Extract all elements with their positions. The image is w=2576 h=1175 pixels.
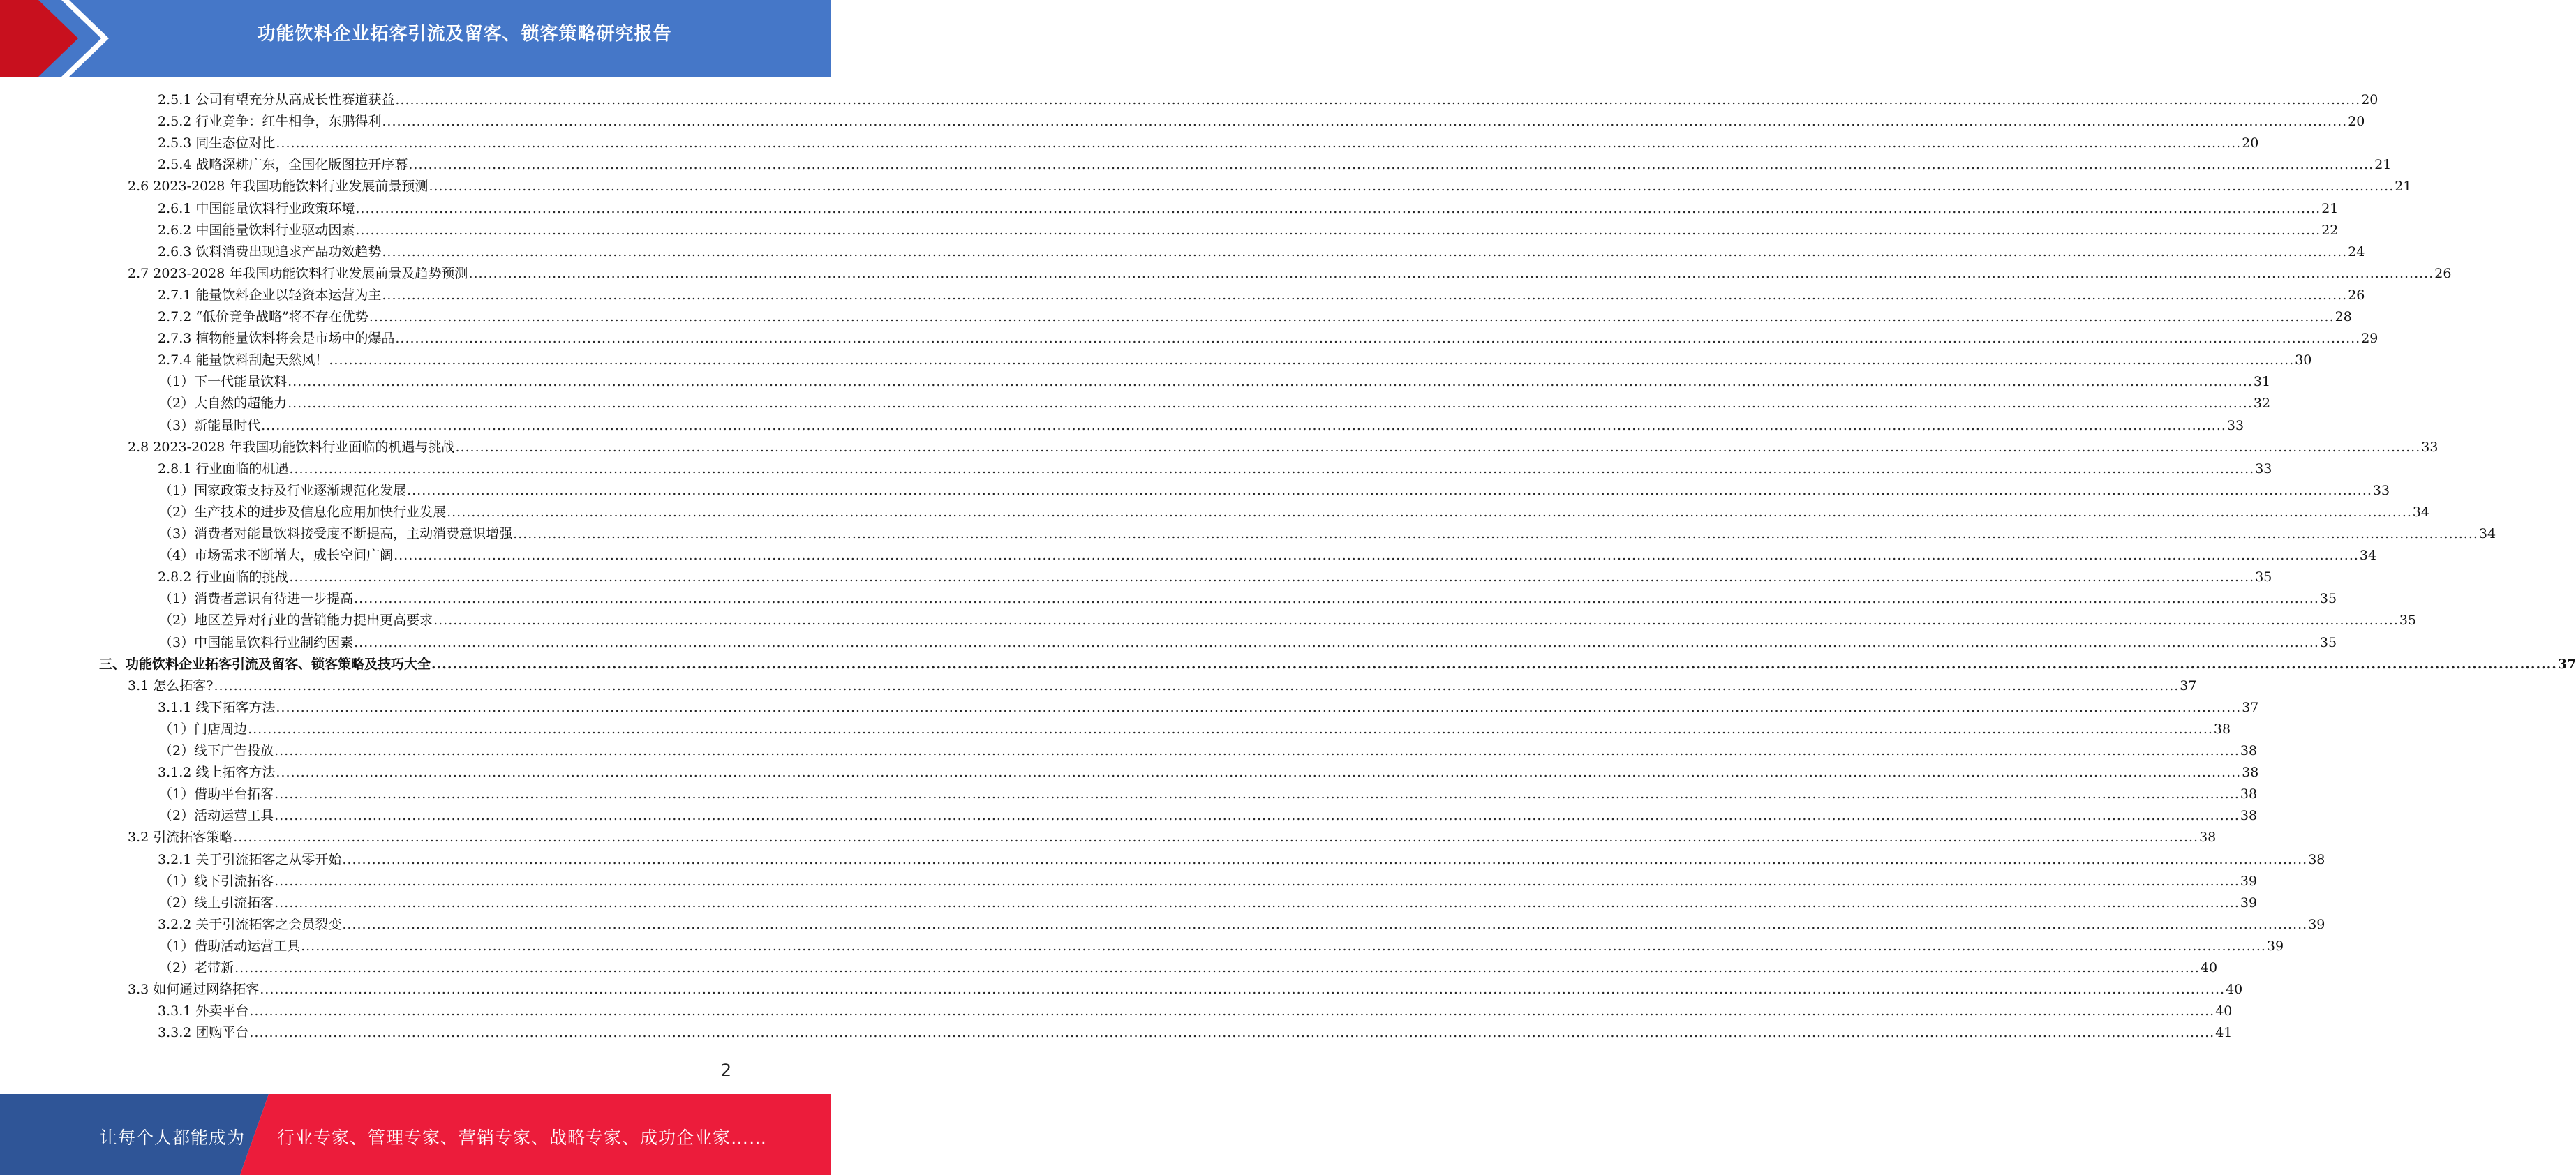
toc-entry[interactable] (0, 588, 2337, 610)
toc-leader-dots: ................................................................................................................................................................................................................................................................................................................................................................................................................ (288, 396, 2253, 412)
toc-entry-page: 38 (2240, 808, 2258, 824)
toc-entry-title: （1）借助平台拓客 (159, 786, 274, 802)
toc-entry-page: 35 (2399, 613, 2417, 629)
toc-leader-dots: ................................................................................................................................................................................................................................................................................................................................................................................................................ (288, 374, 2253, 390)
toc-entry-page: 40 (2226, 982, 2243, 998)
toc-leader-dots: ................................................................................................................................................................................................................................................................................................................................................................................................................ (289, 461, 2255, 477)
toc-leader-dots: ................................................................................................................................................................................................................................................................................................................................................................................................................ (261, 417, 2226, 433)
toc-entry-title: 3.2.2 关于引流拓客之会员裂变 (158, 916, 342, 932)
toc-entry-title: 2.8.2 行业面临的挑战 (158, 569, 289, 585)
toc-entry[interactable] (0, 198, 2339, 220)
toc-entry[interactable] (0, 849, 2325, 871)
toc-leader-dots: ................................................................................................................................................................................................................................................................................................................................................................................................................ (355, 200, 2321, 216)
toc-entry-title: 2.7 2023-2028 年我国功能饮料行业发展前景及趋势预测 (128, 265, 468, 281)
toc-entry-title: （1）线下引流拓客 (159, 873, 274, 889)
toc-entry[interactable] (0, 154, 2392, 176)
toc-entry-page: 20 (2348, 114, 2365, 130)
toc-entry[interactable] (0, 415, 2244, 437)
toc-entry[interactable] (0, 328, 2378, 350)
toc-entry-title: （3）中国能量饮料行业制约因素 (159, 634, 354, 650)
toc-entry-title: （3）新能量时代 (159, 417, 261, 433)
toc-entry-page: 39 (2240, 873, 2258, 889)
toc-entry-page: 34 (2478, 526, 2496, 541)
footer-slogan-left: 让每个人都能成为 (100, 1128, 246, 1148)
toc-entry-title: （2）活动运营工具 (159, 808, 274, 824)
toc-entry-title: 3.3 如何通过网络拓客 (128, 982, 260, 998)
toc-entry-page: 38 (2242, 765, 2259, 781)
toc-entry-page: 24 (2348, 244, 2365, 260)
toc-entry-page: 34 (2412, 504, 2430, 520)
toc-leader-dots: ................................................................................................................................................................................................................................................................................................................................................................................................................ (214, 678, 2180, 694)
toc-entry-title: 2.6 2023-2028 年我国功能饮料行业发展前景预测 (128, 179, 429, 195)
toc-entry-page: 40 (2200, 960, 2218, 975)
toc-entry[interactable] (0, 784, 2258, 805)
toc-entry[interactable] (0, 892, 2258, 914)
toc-leader-dots: ................................................................................................................................................................................................................................................................................................................................................................................................................ (382, 287, 2348, 303)
toc-entry[interactable] (0, 957, 2218, 979)
toc-entry[interactable] (0, 371, 2271, 393)
toc-entry-page: 22 (2321, 222, 2339, 238)
toc-entry-page: 21 (2321, 200, 2339, 216)
toc-leader-dots: ................................................................................................................................................................................................................................................................................................................................................................................................................ (394, 548, 2359, 564)
toc-entry-page: 33 (2226, 417, 2244, 433)
toc-entry[interactable] (0, 1022, 2233, 1044)
toc-entry-page: 28 (2335, 309, 2352, 324)
page-header (0, 0, 831, 77)
toc-entry-title: （1）下一代能量饮料 (159, 374, 288, 390)
toc-entry-page: 35 (2319, 591, 2337, 607)
toc-entry-page: 33 (2421, 439, 2439, 455)
toc-entry-page: 35 (2319, 634, 2337, 650)
toc-entry-title: （2）线上引流拓客 (159, 895, 274, 911)
toc-entry[interactable] (0, 1001, 2233, 1022)
toc-entry-title: 2.7.4 能量饮料刮起天然风！ (158, 352, 329, 368)
toc-entry-title: 3.1.1 线下拓客方法 (158, 699, 276, 715)
toc-leader-dots: ................................................................................................................................................................................................................................................................................................................................................................................................................ (276, 135, 2242, 151)
toc-leader-dots: ................................................................................................................................................................................................................................................................................................................................................................................................................ (368, 309, 2335, 324)
toc-entry-page: 41 (2215, 1025, 2233, 1041)
toc-entry-page: 38 (2308, 851, 2325, 867)
toc-leader-dots: ................................................................................................................................................................................................................................................................................................................................................................................................................ (354, 634, 2319, 650)
toc-leader-dots: ................................................................................................................................................................................................................................................................................................................................................................................................................ (276, 765, 2242, 781)
toc-leader-dots: ................................................................................................................................................................................................................................................................................................................................................................................................................ (274, 743, 2240, 758)
chevron-arrow-icon (0, 0, 112, 77)
footer-slogan-right: 行业专家、管理专家、营销专家、战略专家、成功企业家…… (277, 1128, 768, 1148)
toc-entry-title: （2）大自然的超能力 (159, 396, 288, 412)
toc-entry-title: （2）老带新 (159, 960, 234, 975)
toc-entry-title: 三、功能饮料企业拓客引流及留客、锁客策略及技巧大全 (99, 656, 431, 672)
toc-leader-dots: ................................................................................................................................................................................................................................................................................................................................................................................................................ (382, 244, 2348, 260)
toc-entry[interactable] (0, 437, 2439, 458)
toc-leader-dots: ................................................................................................................................................................................................................................................................................................................................................................................................................ (433, 613, 2399, 629)
toc-leader-dots: ................................................................................................................................................................................................................................................................................................................................................................................................................ (455, 439, 2421, 455)
toc-entry-page: 20 (2361, 92, 2378, 107)
toc-leader-dots: ................................................................................................................................................................................................................................................................................................................................................................................................................ (408, 157, 2374, 173)
toc-entry-page: 34 (2359, 548, 2377, 564)
toc-entry[interactable] (0, 350, 2312, 371)
toc-leader-dots: ................................................................................................................................................................................................................................................................................................................................................................................................................ (274, 786, 2240, 802)
page-number: 2 (720, 1061, 731, 1080)
toc-entry-title: （1）门店周边 (159, 721, 248, 737)
toc-entry-page: 40 (2215, 1003, 2233, 1019)
toc-leader-dots: ................................................................................................................................................................................................................................................................................................................................................................................................................ (329, 352, 2295, 368)
toc-entry-page: 30 (2295, 352, 2312, 368)
toc-entry[interactable] (0, 458, 2272, 480)
toc-entry-page: 39 (2240, 895, 2258, 911)
toc-entry-page: 32 (2253, 396, 2271, 412)
toc-entry-page: 31 (2253, 374, 2271, 390)
toc-entry-title: 2.5.2 行业竞争：红牛相争，东鹏得利 (158, 114, 382, 130)
toc-leader-dots: ................................................................................................................................................................................................................................................................................................................................................................................................................ (431, 656, 2557, 672)
toc-entry[interactable] (0, 480, 2390, 502)
toc-entry-page: 35 (2255, 569, 2272, 585)
toc-leader-dots: ................................................................................................................................................................................................................................................................................................................................................................................................................ (513, 526, 2478, 541)
toc-entry-title: 2.7.1 能量饮料企业以轻资本运营为主 (158, 287, 382, 303)
toc-entry-page: 39 (2308, 916, 2325, 932)
toc-leader-dots: ................................................................................................................................................................................................................................................................................................................................................................................................................ (342, 851, 2308, 867)
toc-entry-page: 38 (2240, 743, 2258, 758)
toc-entry[interactable] (0, 827, 2217, 848)
toc-entry-title: 2.8 2023-2028 年我国功能饮料行业面临的机遇与挑战 (128, 439, 455, 455)
toc-entry-page: 38 (2240, 786, 2258, 802)
toc-entry-page: 37 (2180, 678, 2197, 694)
toc-entry-page: 38 (2213, 721, 2231, 737)
toc-entry[interactable] (0, 719, 2231, 740)
toc-leader-dots: ................................................................................................................................................................................................................................................................................................................................................................................................................ (468, 265, 2434, 281)
toc-entry[interactable] (0, 502, 2430, 523)
toc-leader-dots: ................................................................................................................................................................................................................................................................................................................................................................................................................ (395, 331, 2361, 347)
toc-entry-page: 26 (2348, 287, 2365, 303)
toc-entry[interactable] (0, 914, 2325, 936)
toc-leader-dots: ................................................................................................................................................................................................................................................................................................................................................................................................................ (407, 482, 2372, 498)
toc-leader-dots: ................................................................................................................................................................................................................................................................................................................................................................................................................ (382, 114, 2348, 130)
toc-leader-dots: ................................................................................................................................................................................................................................................................................................................................................................................................................ (249, 1025, 2215, 1041)
toc-entry-title: 2.6.1 中国能量饮料行业政策环境 (158, 200, 355, 216)
toc-entry-title: 2.6.3 饮料消费出现追求产品功效趋势 (158, 244, 382, 260)
toc-entry[interactable] (0, 393, 2271, 414)
toc-entry-page: 21 (2374, 157, 2392, 173)
toc-entry[interactable] (0, 241, 2365, 263)
toc-leader-dots: ................................................................................................................................................................................................................................................................................................................................................................................................................ (233, 830, 2199, 846)
toc-leader-dots: ................................................................................................................................................................................................................................................................................................................................................................................................................ (447, 504, 2412, 520)
toc-entry-title: （1）国家政策支持及行业逐渐规范化发展 (159, 482, 407, 498)
toc-entry-title: 2.7.2 “低价竞争战略”将不存在优势 (158, 309, 368, 324)
report-title: 功能饮料企业拓客引流及留客、锁客策略研究报告 (257, 24, 672, 45)
page-footer (0, 1094, 831, 1175)
toc-leader-dots: ................................................................................................................................................................................................................................................................................................................................................................................................................ (289, 569, 2255, 585)
toc-entry-page: 29 (2361, 331, 2378, 347)
toc-entry[interactable] (0, 675, 2197, 697)
toc-entry[interactable] (0, 523, 2496, 545)
toc-entry-title: （1）借助活动运营工具 (159, 938, 301, 954)
toc-entry-title: 3.3.2 团购平台 (158, 1025, 249, 1041)
toc-entry-title: 2.5.1 公司有望充分从高成长性赛道获益 (158, 92, 395, 107)
toc-entry-page: 20 (2242, 135, 2259, 151)
toc-leader-dots: ................................................................................................................................................................................................................................................................................................................................................................................................................ (301, 938, 2266, 954)
toc-entry[interactable] (0, 610, 2417, 631)
toc-entry[interactable] (0, 871, 2258, 892)
toc-entry[interactable] (0, 111, 2365, 133)
toc-entry[interactable] (0, 632, 2337, 654)
toc-leader-dots: ................................................................................................................................................................................................................................................................................................................................................................................................................ (355, 222, 2321, 238)
toc-leader-dots: ................................................................................................................................................................................................................................................................................................................................................................................................................ (395, 92, 2361, 107)
toc-entry-title: 2.7.3 植物能量饮料将会是市场中的爆品 (158, 331, 395, 347)
toc-entry-title: （1）消费者意识有待进一步提高 (159, 591, 354, 607)
toc-entry-title: （2）线下广告投放 (159, 743, 274, 758)
toc-entry-title: 2.5.4 战略深耕广东，全国化版图拉开序幕 (158, 157, 408, 173)
toc-entry[interactable] (0, 740, 2258, 762)
toc-leader-dots: ................................................................................................................................................................................................................................................................................................................................................................................................................ (274, 895, 2240, 911)
toc-entry-title: 2.8.1 行业面临的机遇 (158, 461, 289, 477)
toc-entry-page: 37 (2557, 656, 2576, 672)
toc-entry-page: 21 (2395, 179, 2412, 195)
toc-entry-title: 3.2 引流拓客策略 (128, 830, 233, 846)
toc-entry[interactable] (0, 654, 2576, 675)
toc-entry-title: 3.1.2 线上拓客方法 (158, 765, 276, 781)
toc-entry-page: 39 (2266, 938, 2284, 954)
toc-entry-page: 37 (2242, 699, 2259, 715)
toc-entry[interactable] (0, 762, 2259, 784)
toc-entry[interactable] (0, 176, 2412, 197)
toc-entry-title: （2）生产技术的进步及信息化应用加快行业发展 (159, 504, 447, 520)
toc-leader-dots: ................................................................................................................................................................................................................................................................................................................................................................................................................ (274, 808, 2240, 824)
toc-entry[interactable] (0, 133, 2259, 154)
toc-leader-dots: ................................................................................................................................................................................................................................................................................................................................................................................................................ (249, 1003, 2215, 1019)
toc-entry-page: 33 (2255, 461, 2272, 477)
toc-entry-page: 38 (2199, 830, 2217, 846)
toc-entry-title: 3.3.1 外卖平台 (158, 1003, 249, 1019)
toc-entry[interactable] (0, 545, 2377, 567)
toc-entry[interactable] (0, 220, 2339, 241)
toc-leader-dots: ................................................................................................................................................................................................................................................................................................................................................................................................................ (260, 982, 2226, 998)
toc-entry[interactable] (0, 567, 2272, 588)
toc-entry-title: （2）地区差异对行业的营销能力提出更高要求 (159, 613, 433, 629)
toc-entry-title: 3.1 怎么拓客? (128, 678, 214, 694)
toc-leader-dots: ................................................................................................................................................................................................................................................................................................................................................................................................................ (274, 873, 2240, 889)
toc-leader-dots: ................................................................................................................................................................................................................................................................................................................................................................................................................ (429, 179, 2395, 195)
toc-entry-title: 2.5.3 同生态位对比 (158, 135, 276, 151)
toc-entry-title: （4）市场需求不断增大，成长空间广阔 (159, 548, 394, 564)
toc-leader-dots: ................................................................................................................................................................................................................................................................................................................................................................................................................ (354, 591, 2319, 607)
toc-entry[interactable] (0, 697, 2259, 719)
toc-leader-dots: ................................................................................................................................................................................................................................................................................................................................................................................................................ (342, 916, 2308, 932)
toc-entry-page: 33 (2372, 482, 2390, 498)
toc-entry[interactable] (0, 263, 2452, 285)
toc-leader-dots: ................................................................................................................................................................................................................................................................................................................................................................................................................ (248, 721, 2213, 737)
toc-entry[interactable] (0, 285, 2365, 306)
toc-entry-title: 2.6.2 中国能量饮料行业驱动因素 (158, 222, 355, 238)
toc-entry[interactable] (0, 979, 2243, 1001)
toc-entry-page: 26 (2434, 265, 2452, 281)
toc-entry[interactable] (0, 306, 2352, 328)
toc-entry-title: （3）消费者对能量饮料接受度不断提高，主动消费意识增强 (159, 526, 513, 541)
toc-entry[interactable] (0, 89, 2378, 111)
toc-entry-title: 3.2.1 关于引流拓客之从零开始 (158, 851, 342, 867)
toc-leader-dots: ................................................................................................................................................................................................................................................................................................................................................................................................................ (234, 960, 2200, 975)
toc-leader-dots: ................................................................................................................................................................................................................................................................................................................................................................................................................ (276, 699, 2242, 715)
toc-entry[interactable] (0, 805, 2258, 827)
toc-entry[interactable] (0, 936, 2284, 957)
